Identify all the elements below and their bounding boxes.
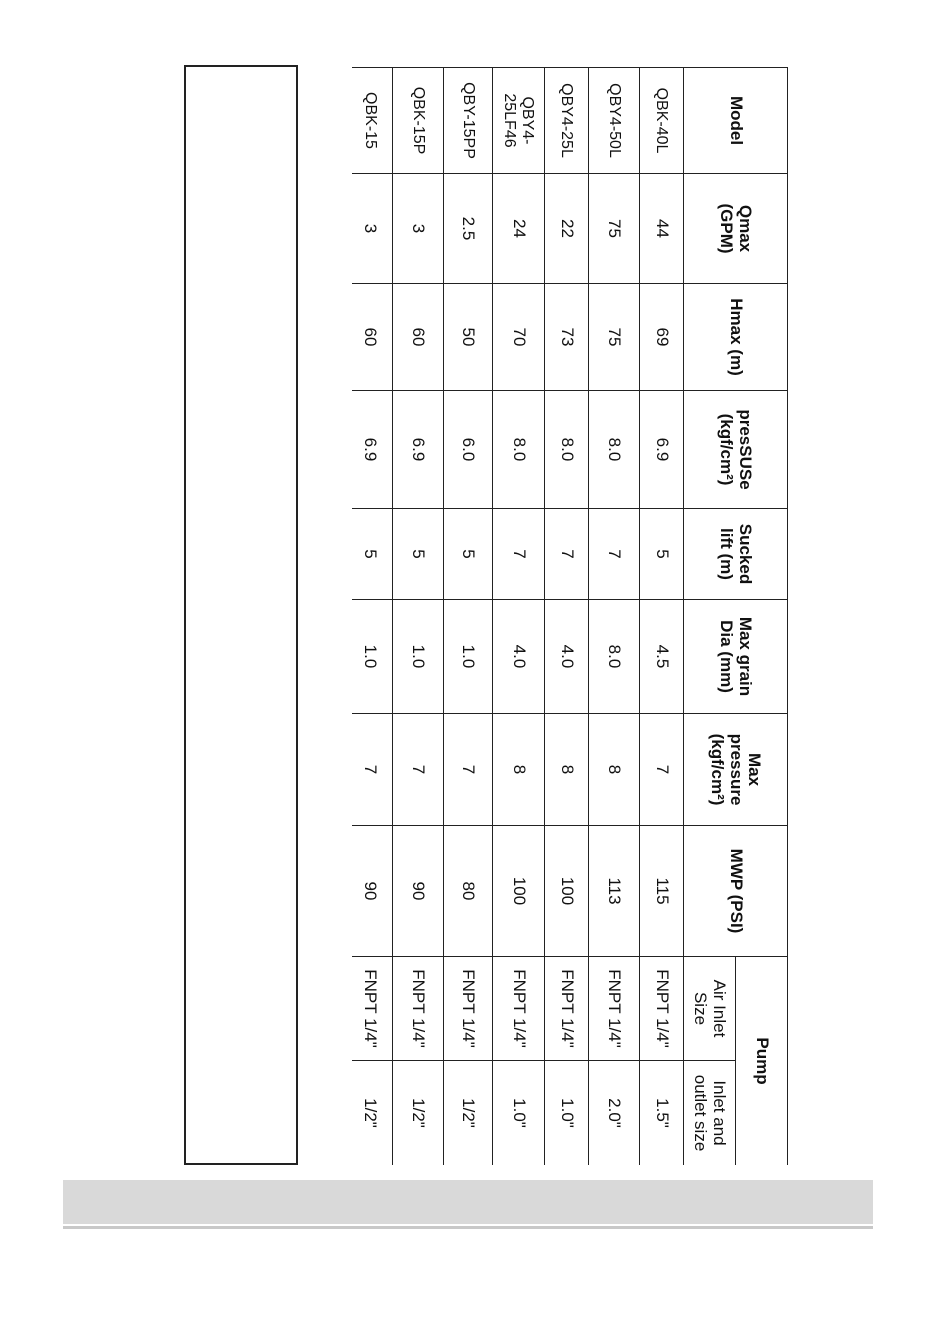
cell-pressure: 8.0: [493, 391, 545, 509]
cell-pressure: 8.0: [545, 391, 589, 509]
spec-table-container: [352, 67, 788, 1165]
cell-air-inlet: FNPT 1/4": [393, 957, 444, 1061]
cell-inlet-outlet: 2.0": [589, 1061, 640, 1166]
cell-hmax: 60: [352, 284, 393, 391]
cell-max-grain: 4.0: [545, 600, 589, 714]
cell-pressure: 6.9: [640, 391, 684, 509]
cell-air-inlet: FNPT 1/4": [545, 957, 589, 1061]
cell-mwp: 100: [493, 826, 545, 957]
cell-air-inlet: FNPT 1/4": [444, 957, 493, 1061]
cell-mwp: 80: [444, 826, 493, 957]
pump-spec-table: [352, 67, 788, 1165]
cell-hmax: 70: [493, 284, 545, 391]
cell-air-inlet: FNPT 1/4": [589, 957, 640, 1061]
cell-max-grain: 8.0: [589, 600, 640, 714]
cell-inlet-outlet: 1/2": [393, 1061, 444, 1166]
cell-mwp: 113: [589, 826, 640, 957]
table-row: [640, 68, 684, 1166]
cell-max-pressure: 8: [545, 714, 589, 826]
cell-qmax: 24: [493, 174, 545, 284]
cell-inlet-outlet: 1/2": [444, 1061, 493, 1166]
header-max-grain: Max grain Dia (mm): [684, 600, 788, 714]
table-row: [393, 68, 444, 1166]
cell-pressure: 6.9: [352, 391, 393, 509]
table-row: [589, 68, 640, 1166]
cell-model: QBY4-25LF46: [493, 68, 545, 174]
cell-model: QBY-15PP: [444, 68, 493, 174]
cell-sucked-lift: 7: [589, 509, 640, 600]
cell-sucked-lift: 5: [352, 509, 393, 600]
header-inlet-outlet: Inlet and outlet size: [684, 1061, 736, 1166]
header-air-inlet: Air Inlet Size: [684, 957, 736, 1061]
cell-qmax: 2.5: [444, 174, 493, 284]
cell-mwp: 90: [393, 826, 444, 957]
cell-max-pressure: 8: [589, 714, 640, 826]
cell-sucked-lift: 5: [640, 509, 684, 600]
cell-hmax: 50: [444, 284, 493, 391]
table-body: [352, 68, 684, 1166]
cell-mwp: 100: [545, 826, 589, 957]
cell-hmax: 73: [545, 284, 589, 391]
header-max-pressure: Max pressure (kgf/cm²): [684, 714, 788, 826]
cell-sucked-lift: 5: [444, 509, 493, 600]
cell-model: QBK-15P: [393, 68, 444, 174]
cell-model: QBK-40L: [640, 68, 684, 174]
cell-hmax: 60: [393, 284, 444, 391]
cell-mwp: 115: [640, 826, 684, 957]
header-sucked-lift: Sucked lift (m): [684, 509, 788, 600]
table-row: [545, 68, 589, 1166]
cell-max-pressure: 7: [393, 714, 444, 826]
rotated-table: [352, 67, 788, 1165]
cell-inlet-outlet: 1.0": [545, 1061, 589, 1166]
cell-max-grain: 1.0: [444, 600, 493, 714]
cell-qmax: 3: [352, 174, 393, 284]
cell-pressure: 6.9: [393, 391, 444, 509]
cell-mwp: 90: [352, 826, 393, 957]
cell-qmax: 75: [589, 174, 640, 284]
empty-frame-box: [184, 65, 298, 1165]
cell-pressure: 6.0: [444, 391, 493, 509]
table-row: [352, 68, 393, 1166]
cell-pressure: 8.0: [589, 391, 640, 509]
cell-qmax: 22: [545, 174, 589, 284]
cell-inlet-outlet: 1.5": [640, 1061, 684, 1166]
cell-hmax: 69: [640, 284, 684, 391]
cell-air-inlet: FNPT 1/4": [352, 957, 393, 1061]
cell-model: QBY4-50L: [589, 68, 640, 174]
header-qmax: Qmax (GPM): [684, 174, 788, 284]
cell-qmax: 3: [393, 174, 444, 284]
header-pump: Pump: [736, 957, 788, 1166]
cell-max-grain: 1.0: [393, 600, 444, 714]
cell-max-pressure: 7: [352, 714, 393, 826]
table-row: [493, 68, 545, 1166]
cell-hmax: 75: [589, 284, 640, 391]
cell-sucked-lift: 7: [545, 509, 589, 600]
cell-sucked-lift: 7: [493, 509, 545, 600]
cell-air-inlet: FNPT 1/4": [493, 957, 545, 1061]
cell-qmax: 44: [640, 174, 684, 284]
cell-inlet-outlet: 1/2": [352, 1061, 393, 1166]
cell-model: QBY4-25L: [545, 68, 589, 174]
cell-model: QBK-15: [352, 68, 393, 174]
cell-max-grain: 4.5: [640, 600, 684, 714]
cell-max-grain: 1.0: [352, 600, 393, 714]
cell-max-grain: 4.0: [493, 600, 545, 714]
header-mwp: MWP (PSI): [684, 826, 788, 957]
cell-air-inlet: FNPT 1/4": [640, 957, 684, 1061]
cell-max-pressure: 7: [444, 714, 493, 826]
cell-max-pressure: 7: [640, 714, 684, 826]
cell-inlet-outlet: 1.0": [493, 1061, 545, 1166]
footer-band: [63, 1180, 873, 1224]
cell-sucked-lift: 5: [393, 509, 444, 600]
header-model: Model: [684, 68, 788, 174]
header-hmax: Hmax (m): [684, 284, 788, 391]
footer-divider: [63, 1226, 873, 1229]
header-pressure: presSUSe (kgf/cm²): [684, 391, 788, 509]
cell-max-pressure: 8: [493, 714, 545, 826]
table-row: [444, 68, 493, 1166]
